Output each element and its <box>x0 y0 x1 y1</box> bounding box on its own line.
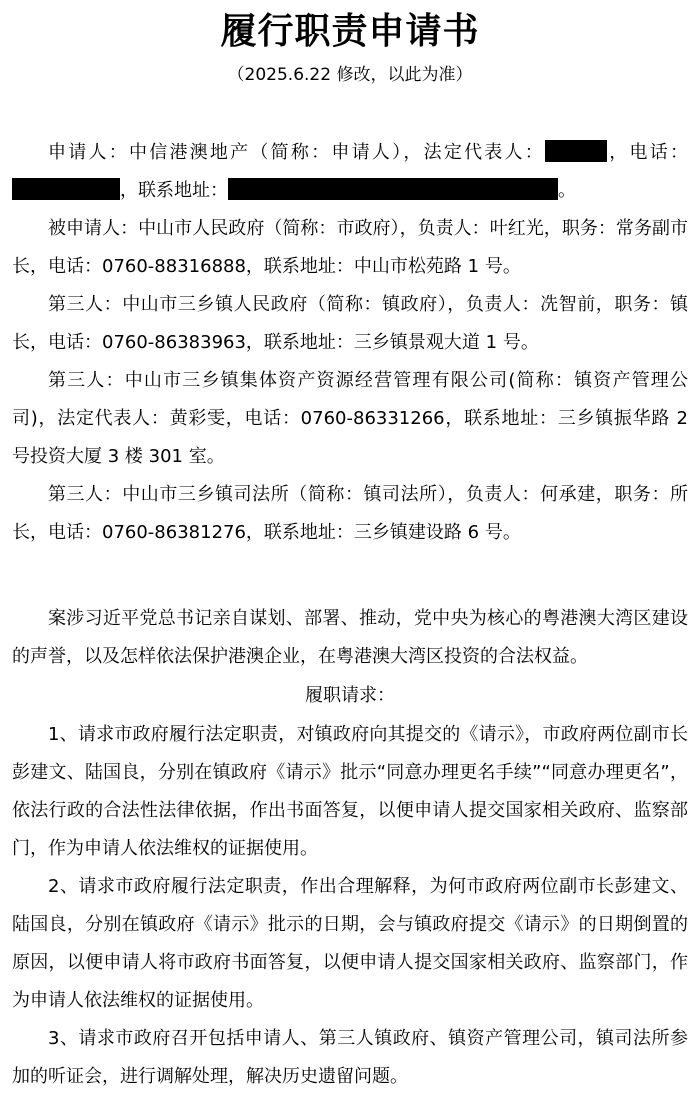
request-item-3: 3、请求市政府召开包括申请人、第三人镇政府、镇资产管理公司，镇司法所参加的听证会，进行调解处理，解决历史遗留问题。 <box>12 1028 688 1087</box>
redacted-phone <box>12 178 120 200</box>
redacted-representative <box>545 140 607 162</box>
parties-section <box>12 134 688 552</box>
intro-paragraph: 案涉习近平党总书记亲自谋划、部署、推动，党中央为核心的粤港澳大湾区建设的声誉，以及怎样依法保护港澳企业，在粤港澳大湾区投资的合法权益。 <box>12 608 688 667</box>
third-party-asset-company-paragraph: 第三人：中山市三乡镇集体资产资源经营管理有限公司(简称：镇资产管理公司)，法定代表人：黄彩雯，电话：0760-86331266，联系地址：三乡镇振华路 2 号投资大厦 3 楼 301 室。 <box>12 370 688 467</box>
third-party-judicial-office-paragraph: 第三人：中山市三乡镇司法所（简称：镇司法所），负责人：何承建，职务：所长，电话：0760-86381276，联系地址：三乡镇建设路 6 号。 <box>12 484 688 543</box>
request-item-2: 2、请求市政府履行法定职责，作出合理解释，为何市政府两位副市长彭建文、陆国良，分别在镇政府《请示》批示的日期，会与镇政府提交《请示》的日期倒置的原因，以便申请人将市政府书面答复，以便申请人提交国家相关政府、监察部门，作为申请人依法维权的证据使用。 <box>12 876 688 1011</box>
applicant-text-2: ，电话： <box>607 142 689 163</box>
applicant-text-1: 申请人：中信港澳地产（简称：申请人），法定代表人： <box>48 142 546 163</box>
request-item-1: 1、请求市政府履行法定职责，对镇政府向其提交的《请示》，市政府两位副市长彭建文、陆国良，分别在镇政府《请示》批示“同意办理更名手续”“同意办理更名”，依法行政的合法性法律依据，作出书面答复，以便申请人提交国家相关政府、监察部门，作为申请人依法维权的证据使用。 <box>12 724 688 859</box>
requests-section <box>12 600 688 1096</box>
requests-heading: 履职请求： <box>305 685 395 706</box>
respondent-paragraph: 被申请人：中山市人民政府（简称：市政府），负责人：叶红光，职务：常务副市长，电话：0760-88316888，联系地址：中山市松苑路 1 号。 <box>12 218 688 277</box>
redacted-address <box>228 178 558 200</box>
applicant-text-3: ，联系地址： <box>120 180 228 201</box>
document-title: 履行职责申请书 <box>220 11 480 52</box>
applicant-text-4: 。 <box>558 180 576 201</box>
document-subtitle: （2025.6.22 修改，以此为准） <box>227 65 473 85</box>
third-party-town-government-paragraph: 第三人：中山市三乡镇人民政府（简称：镇政府），负责人：冼智前，职务：镇长，电话：0760-86383963，联系地址：三乡镇景观大道 1 号。 <box>12 294 688 353</box>
applicant-paragraph <box>12 134 688 210</box>
